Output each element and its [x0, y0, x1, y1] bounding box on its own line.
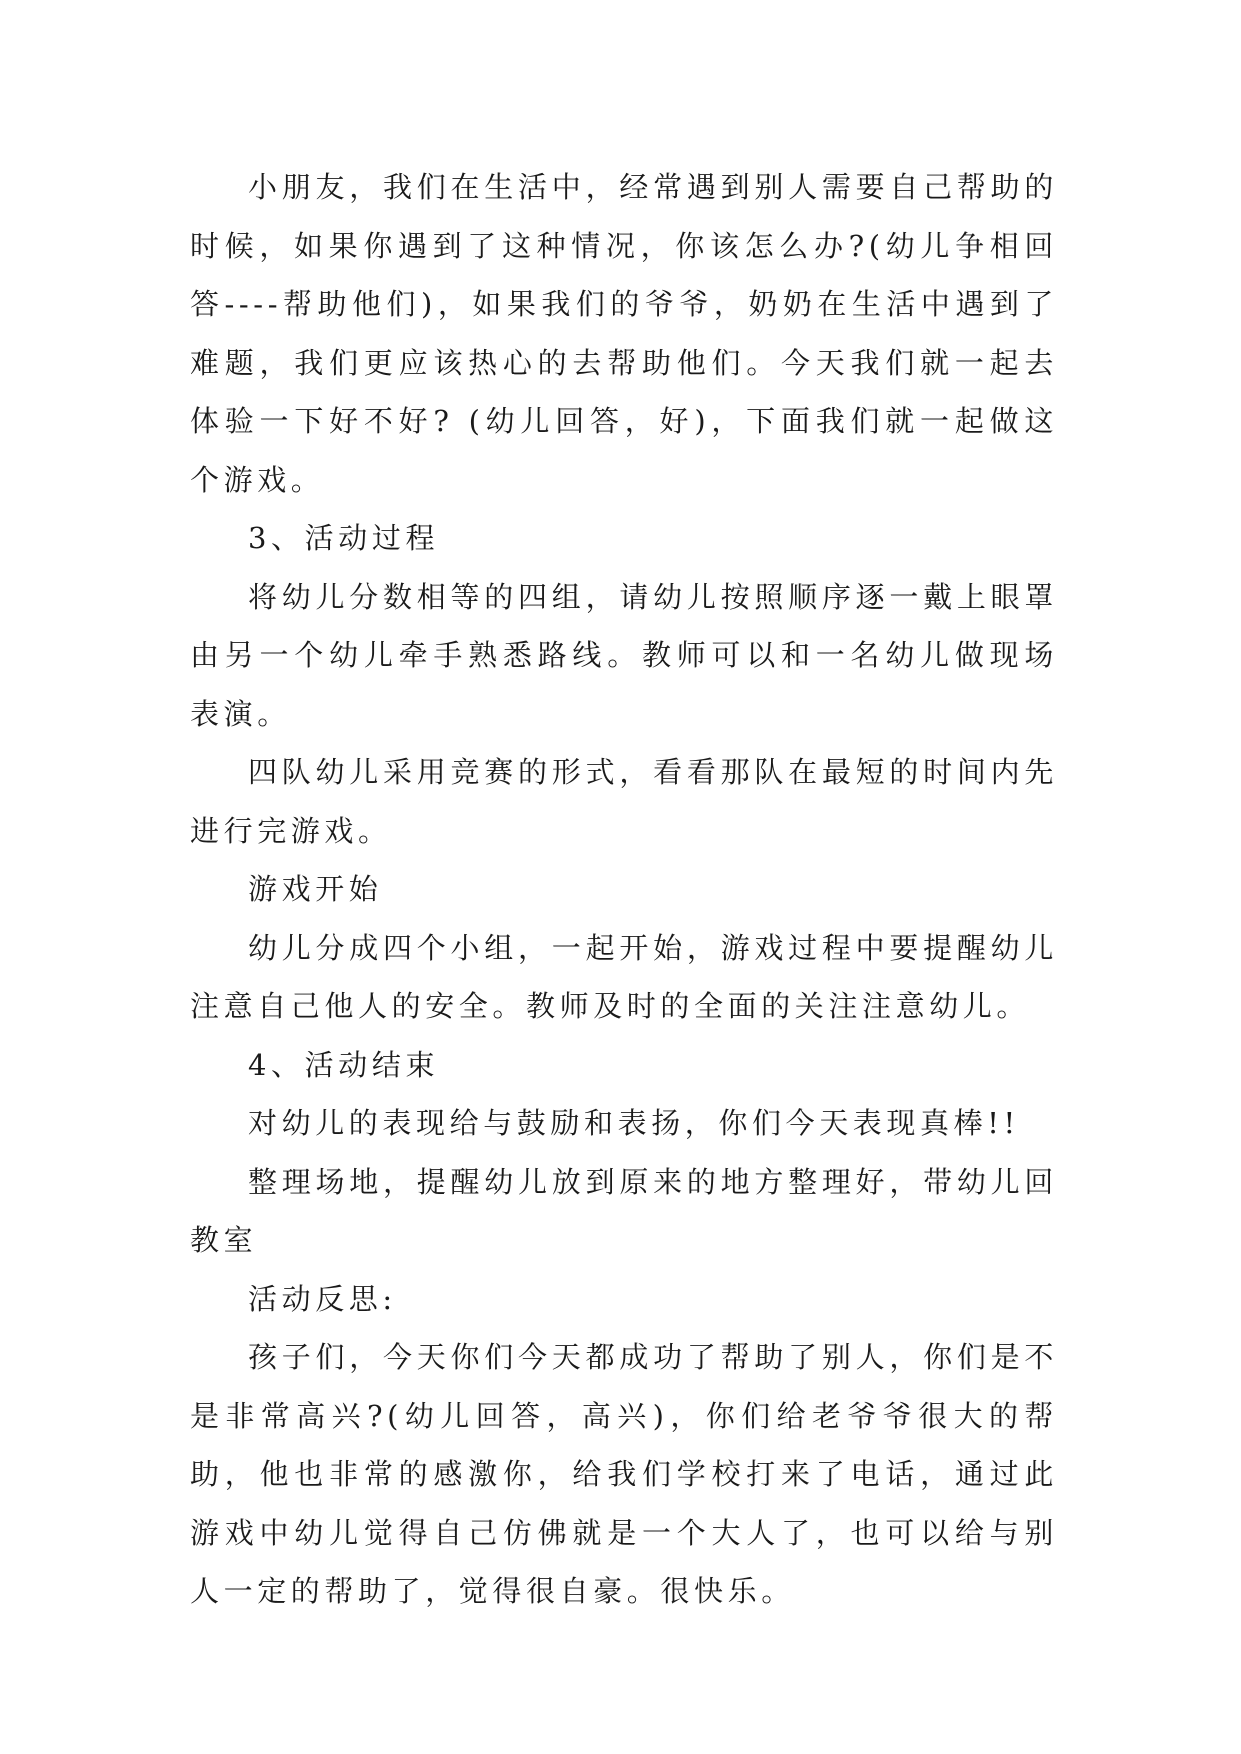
heading-reflection: 活动反思:: [248, 1281, 397, 1316]
paragraph-grouping: 将幼儿分数相等的四组，请幼儿按照顺序逐一戴上眼罩由另一个幼儿牵手熟悉路线。教师可以和一名幼儿做现场表演。: [190, 579, 1058, 731]
paragraph-cleanup: 整理场地，提醒幼儿放到原来的地方整理好，带幼儿回教室: [190, 1164, 1058, 1257]
heading-activity-process: 3、活动过程: [248, 521, 440, 555]
paragraph-praise: 对幼儿的表现给与鼓励和表扬，你们今天表现真棒!!: [248, 1106, 1020, 1140]
heading-activity-end: 4、活动结束: [248, 1047, 440, 1082]
paragraph-intro: 小朋友，我们在生活中，经常遇到别人需要自己帮助的时候，如果你遇到了这种情况，你该怎么办?(幼儿争相回答----帮助他们)，如果我们的爷爷，奶奶在生活中遇到了难题，我们更应该热心的去帮助他们。今天我们就一起去体验一下好不好? (幼儿回答，好)，下面我们就一起做这个游戏。: [190, 170, 1058, 497]
heading-game-start: 游戏开始: [248, 872, 383, 906]
document-body: [190, 158, 1058, 1621]
paragraph-reflection: 孩子们，今天你们今天都成功了帮助了别人，你们是不是非常高兴?(幼儿回答，高兴)，你们给老爷爷很大的帮助，他也非常的感激你，给我们学校打来了电话，通过此游戏中幼儿觉得自己仿佛就是一个大人了，也可以给与别人一定的帮助了，觉得很自豪。很快乐。: [190, 1340, 1058, 1608]
paragraph-competition: 四队幼儿采用竞赛的形式，看看那队在最短的时间内先进行完游戏。: [190, 755, 1058, 848]
paragraph-game-safety: 幼儿分成四个小组，一起开始，游戏过程中要提醒幼儿注意自己他人的安全。教师及时的全面的关注注意幼儿。: [190, 930, 1058, 1023]
